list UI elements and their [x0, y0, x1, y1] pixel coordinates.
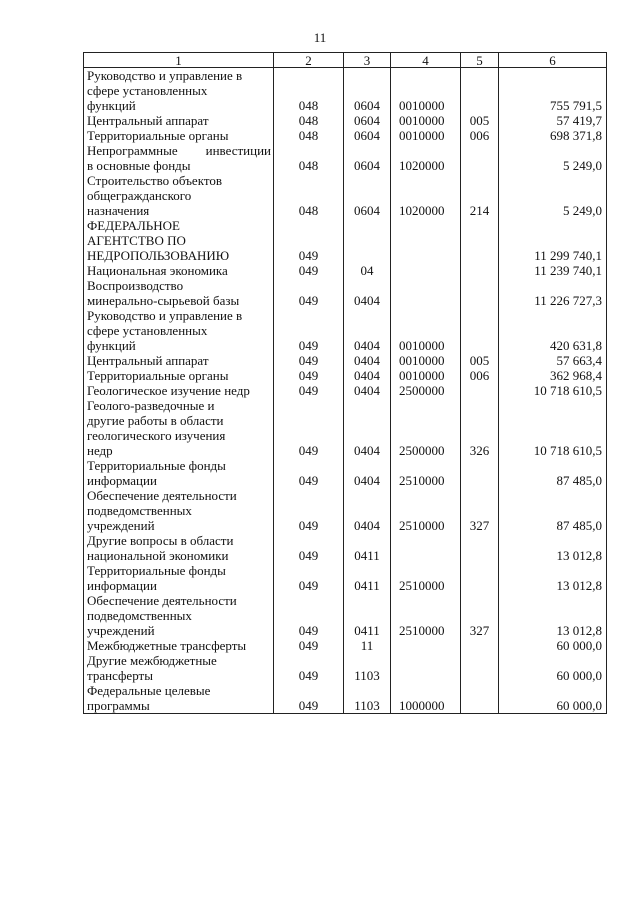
- expense-type-cell: 005: [461, 353, 499, 368]
- section-code-cell: 0404: [344, 488, 391, 533]
- ministry-code-cell: 049: [274, 398, 344, 458]
- expense-type-cell: [461, 563, 499, 593]
- table-row: [84, 638, 607, 653]
- section-code-cell: 0404: [344, 398, 391, 458]
- amount-cell: 60 000,0: [499, 683, 607, 714]
- row-name-cell: [84, 173, 274, 218]
- row-name-line: Территориальные фонды: [87, 458, 226, 473]
- section-code-cell: 0604: [344, 113, 391, 128]
- target-code-cell: 2500000: [391, 383, 461, 398]
- row-name-cell: [84, 308, 274, 353]
- expense-type-cell: 327: [461, 593, 499, 638]
- page-number: 11: [313, 30, 327, 45]
- amount-cell: 60 000,0: [499, 638, 607, 653]
- ministry-code-cell: 049: [274, 263, 344, 278]
- target-code-cell: 1020000: [391, 173, 461, 218]
- row-name-line: сфере установленных: [87, 323, 208, 338]
- section-code-cell: 0404: [344, 278, 391, 308]
- ministry-code-cell: 049: [274, 533, 344, 563]
- section-code-cell: 0604: [344, 143, 391, 173]
- row-name-cell: [84, 143, 274, 173]
- table-row: [84, 308, 607, 353]
- row-name-line: национальной экономики: [87, 548, 229, 563]
- target-code-cell: 0010000: [391, 113, 461, 128]
- row-name-line: Геолого-разведочные и: [87, 398, 215, 413]
- row-name-cell: [84, 263, 274, 278]
- amount-cell: 755 791,5: [499, 68, 607, 114]
- ministry-code-cell: 049: [274, 308, 344, 353]
- row-name-cell: [84, 563, 274, 593]
- amount-cell: 10 718 610,5: [499, 398, 607, 458]
- column-header-5: 5: [461, 53, 499, 68]
- expense-type-cell: 326: [461, 398, 499, 458]
- row-name-line: в основные фонды: [87, 158, 191, 173]
- column-header-3: 3: [344, 53, 391, 68]
- target-code-cell: 0010000: [391, 68, 461, 114]
- row-name-cell: [84, 278, 274, 308]
- table-header-row: [84, 53, 607, 68]
- amount-cell: 362 968,4: [499, 368, 607, 383]
- expense-type-cell: [461, 308, 499, 353]
- row-name-cell: [84, 533, 274, 563]
- table-row: [84, 533, 607, 563]
- row-name-line: геологического изучения: [87, 428, 226, 443]
- row-name-cell: [84, 68, 274, 114]
- row-name-cell: [84, 593, 274, 638]
- section-code-cell: 1103: [344, 683, 391, 714]
- amount-cell: 87 485,0: [499, 458, 607, 488]
- row-name-line: Воспроизводство: [87, 278, 184, 293]
- target-code-cell: 2510000: [391, 458, 461, 488]
- section-code-cell: 1103: [344, 653, 391, 683]
- target-code-cell: 2510000: [391, 593, 461, 638]
- row-name-cell: [84, 353, 274, 368]
- table-row: [84, 488, 607, 533]
- ministry-code-cell: 048: [274, 68, 344, 114]
- target-code-cell: 1000000: [391, 683, 461, 714]
- amount-cell: 57 419,7: [499, 113, 607, 128]
- row-name-cell: [84, 488, 274, 533]
- row-name-line: НЕДРОПОЛЬЗОВАНИЮ: [87, 248, 230, 263]
- expense-type-cell: 005: [461, 113, 499, 128]
- row-name-line: назначения: [87, 203, 150, 218]
- ministry-code-cell: 049: [274, 593, 344, 638]
- row-name-line: функций: [87, 98, 136, 113]
- row-name-cell: [84, 638, 274, 653]
- expense-type-cell: [461, 533, 499, 563]
- table-row: [84, 68, 607, 114]
- row-name-line: Центральный аппарат: [87, 113, 209, 128]
- amount-cell: 60 000,0: [499, 653, 607, 683]
- expense-type-cell: [461, 218, 499, 263]
- table-row: [84, 653, 607, 683]
- expense-type-cell: [461, 638, 499, 653]
- row-name-cell: [84, 368, 274, 383]
- table-row: [84, 353, 607, 368]
- row-name-line: информации: [87, 578, 157, 593]
- table-row: [84, 563, 607, 593]
- amount-cell: 13 012,8: [499, 563, 607, 593]
- ministry-code-cell: 049: [274, 638, 344, 653]
- row-name-line: общегражданского: [87, 188, 192, 203]
- ministry-code-cell: 048: [274, 143, 344, 173]
- row-name-line: Межбюджетные трансферты: [87, 638, 247, 653]
- ministry-code-cell: 048: [274, 113, 344, 128]
- amount-cell: 13 012,8: [499, 593, 607, 638]
- ministry-code-cell: 049: [274, 683, 344, 714]
- target-code-cell: [391, 638, 461, 653]
- target-code-cell: [391, 278, 461, 308]
- amount-cell: 11 226 727,3: [499, 278, 607, 308]
- row-name-line: учреждений: [87, 518, 155, 533]
- ministry-code-cell: 049: [274, 653, 344, 683]
- row-name-line: подведомственных: [87, 608, 192, 623]
- row-name-line: Территориальные органы: [87, 368, 229, 383]
- row-name-cell: [84, 218, 274, 263]
- ministry-code-cell: 049: [274, 458, 344, 488]
- column-header-4: 4: [391, 53, 461, 68]
- section-code-cell: 0404: [344, 458, 391, 488]
- table-row: [84, 593, 607, 638]
- target-code-cell: [391, 263, 461, 278]
- row-name-cell: [84, 458, 274, 488]
- row-name-line: Руководство и управление в: [87, 68, 243, 83]
- row-name-line: Другие межбюджетные: [87, 653, 217, 668]
- column-header-6: 6: [499, 53, 607, 68]
- target-code-cell: 2500000: [391, 398, 461, 458]
- budget-table: [83, 52, 607, 714]
- table-row: [84, 113, 607, 128]
- ministry-code-cell: 049: [274, 488, 344, 533]
- row-name-line: функций: [87, 338, 136, 353]
- amount-cell: 87 485,0: [499, 488, 607, 533]
- section-code-cell: 0404: [344, 308, 391, 353]
- row-name-line: информации: [87, 473, 157, 488]
- row-name-line: Строительство объектов: [87, 173, 222, 188]
- expense-type-cell: [461, 143, 499, 173]
- target-code-cell: [391, 653, 461, 683]
- ministry-code-cell: 049: [274, 368, 344, 383]
- table-row: [84, 368, 607, 383]
- table-row: [84, 458, 607, 488]
- table-row: [84, 278, 607, 308]
- amount-cell: 11 299 740,1: [499, 218, 607, 263]
- section-code-cell: 0404: [344, 368, 391, 383]
- section-code-cell: 04: [344, 263, 391, 278]
- row-name-line: Федеральные целевые: [87, 683, 211, 698]
- row-name-cell: [84, 128, 274, 143]
- expense-type-cell: [461, 383, 499, 398]
- ministry-code-cell: 049: [274, 218, 344, 263]
- expense-type-cell: [461, 683, 499, 714]
- section-code-cell: 0404: [344, 383, 391, 398]
- target-code-cell: [391, 533, 461, 563]
- target-code-cell: 0010000: [391, 368, 461, 383]
- row-name-line: Геологическое изучение недр: [87, 383, 250, 398]
- row-name-cell: [84, 653, 274, 683]
- target-code-cell: 1020000: [391, 143, 461, 173]
- row-name-line: недр: [87, 443, 113, 458]
- row-name-line: Центральный аппарат: [87, 353, 209, 368]
- section-code-cell: 0604: [344, 128, 391, 143]
- row-name-line: минерально-сырьевой базы: [87, 293, 240, 308]
- amount-cell: 698 371,8: [499, 128, 607, 143]
- ministry-code-cell: 049: [274, 353, 344, 368]
- expense-type-cell: [461, 653, 499, 683]
- amount-cell: 11 239 740,1: [499, 263, 607, 278]
- section-code-cell: 0411: [344, 533, 391, 563]
- amount-cell: 13 012,8: [499, 533, 607, 563]
- row-name-line: подведомственных: [87, 503, 192, 518]
- ministry-code-cell: 049: [274, 563, 344, 593]
- row-name-line: Обеспечение деятельности: [87, 488, 237, 503]
- target-code-cell: 0010000: [391, 128, 461, 143]
- column-header-2: 2: [274, 53, 344, 68]
- amount-cell: 5 249,0: [499, 143, 607, 173]
- row-name-line: АГЕНТСТВО ПО: [87, 233, 186, 248]
- column-header-1: 1: [84, 53, 274, 68]
- target-code-cell: 0010000: [391, 353, 461, 368]
- row-name-cell: [84, 683, 274, 714]
- table-row: [84, 173, 607, 218]
- amount-cell: 5 249,0: [499, 173, 607, 218]
- table-row: [84, 128, 607, 143]
- row-name-line: ФЕДЕРАЛЬНОЕ: [87, 218, 180, 233]
- row-name-cell: [84, 113, 274, 128]
- row-name-line: Национальная экономика: [87, 263, 228, 278]
- ministry-code-cell: 048: [274, 173, 344, 218]
- table-row: [84, 683, 607, 714]
- expense-type-cell: 327: [461, 488, 499, 533]
- table-row: [84, 383, 607, 398]
- row-name-line: Другие вопросы в области: [87, 533, 234, 548]
- section-code-cell: 0604: [344, 68, 391, 114]
- target-code-cell: 2510000: [391, 563, 461, 593]
- row-name-line: Обеспечение деятельности: [87, 593, 237, 608]
- table-body: [84, 68, 607, 714]
- row-name-line: программы: [87, 698, 150, 713]
- table-row: [84, 143, 607, 173]
- row-name-line: учреждений: [87, 623, 155, 638]
- ministry-code-cell: 049: [274, 278, 344, 308]
- target-code-cell: 2510000: [391, 488, 461, 533]
- section-code-cell: 0411: [344, 593, 391, 638]
- table-row: [84, 263, 607, 278]
- expense-type-cell: 214: [461, 173, 499, 218]
- expense-type-cell: [461, 263, 499, 278]
- ministry-code-cell: 048: [274, 128, 344, 143]
- amount-cell: 10 718 610,5: [499, 383, 607, 398]
- expense-type-cell: [461, 458, 499, 488]
- row-name-line: Территориальные органы: [87, 128, 229, 143]
- expense-type-cell: [461, 278, 499, 308]
- expense-type-cell: [461, 68, 499, 114]
- table-row: [84, 398, 607, 458]
- table-row: [84, 218, 607, 263]
- target-code-cell: 0010000: [391, 308, 461, 353]
- row-name-cell: [84, 383, 274, 398]
- section-code-cell: 0604: [344, 173, 391, 218]
- row-name-line: трансферты: [87, 668, 153, 683]
- row-name-cell: [84, 398, 274, 458]
- section-code-cell: 0411: [344, 563, 391, 593]
- expense-type-cell: 006: [461, 368, 499, 383]
- section-code-cell: 11: [344, 638, 391, 653]
- amount-cell: 57 663,4: [499, 353, 607, 368]
- ministry-code-cell: 049: [274, 383, 344, 398]
- row-name-line: другие работы в области: [87, 413, 224, 428]
- row-name-line: Руководство и управление в: [87, 308, 243, 323]
- row-name-line: Территориальные фонды: [87, 563, 226, 578]
- target-code-cell: [391, 218, 461, 263]
- row-name-line: сфере установленных: [87, 83, 208, 98]
- section-code-cell: [344, 218, 391, 263]
- row-name-line: Непрограммные инвестиции: [87, 143, 271, 158]
- expense-type-cell: 006: [461, 128, 499, 143]
- section-code-cell: 0404: [344, 353, 391, 368]
- amount-cell: 420 631,8: [499, 308, 607, 353]
